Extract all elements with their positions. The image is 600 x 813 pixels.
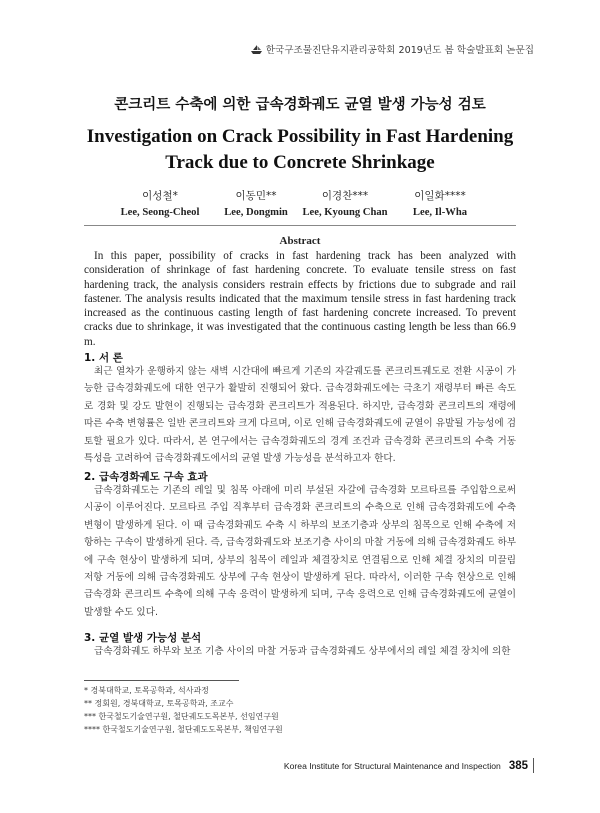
footer-bar: [533, 758, 534, 773]
author-name-english: Lee, Kyoung Chan: [302, 207, 388, 218]
author-name-english: Lee, Dongmin: [224, 207, 288, 218]
section-heading: 1. 서 론: [84, 352, 123, 364]
page-footer: [284, 758, 534, 773]
journal-header: [251, 42, 534, 56]
section-heading: 2. 급속경화궤도 구속 효과: [84, 471, 208, 483]
divider: [84, 225, 516, 226]
page-number: 385: [508, 759, 528, 772]
footer-institution: Korea Institute for Structural Maintenance and Inspection: [283, 760, 501, 771]
ship-icon: [251, 45, 262, 54]
abstract-heading: Abstract: [279, 235, 321, 247]
section-heading: 3. 균열 발생 가능성 분석: [84, 632, 202, 644]
section-body: 급속경화궤도는 기존의 레일 및 침목 아래에 미리 부설된 자갈에 급속경화 모르타르를 주입함으로써 시공이 이루어진다. 모르타르 주입 직후부터 급속경화 콘크리트의 수축으로 인해 급속경화궤도에 수축 변형이 발생하게 된다. 이 때 급속경화궤도 수축 시 하부의 보조기층과 상부의 침목으로 인해 수축에 저항하는 구속이 발생하게 된다. 즉, 급속경화궤도와 보조기층 사이의 마찰 거동에 의해 급속경화궤도 하부에 구속 현상이 발생하게 되며, 상부의 침목이 레일과 체결장치로 연결됨으로 인해 체결 장치의 미끌림 저항 거동에 의해 급속경화궤도 상부에 구속 현상이 발생하게 된다. 따라서, 이러한 구속 현상으로 인해 급속경화 콘크리트 수축에 의해 구속 응력이 발생하게 되며, 구속 응력으로 인해 급속경화궤도에 균열이 발생할 수도 있다.: [84, 485, 516, 618]
author: [292, 188, 398, 218]
abstract-text: In this paper, possibility of cracks in fast hardening track has been analyzed with consideration of shrinkage of fast hardening concrete. To evaluate tensile stress on fast hardening track, the analysis considers restrain effects by frictions due to subgrade and rail fastener. The analysis results indicated that the maximum tensile stress in fast hardening track increased as the continuous casting length of fast hardening concrete increased. To prevent cracks due to shrinkage, it was investigated that the continuous casting length be less than 66.9 m.: [84, 250, 516, 348]
author-list: [0, 188, 600, 228]
section-body: 급속경화궤도 하부와 보조 기층 사이의 마찰 거동과 급속경화궤도 상부에서의 레일 체결 장치에 의한: [94, 646, 511, 657]
title-english: Investigation on Crack Possibility in Fast Hardening Track due to Concrete Shrinkage: [86, 126, 514, 173]
author: [400, 188, 480, 218]
footnote: * 경북대학교, 토목공학과, 석사과정: [84, 686, 209, 695]
author-name-english: Lee, Il-Wha: [412, 207, 468, 218]
section-body: 최근 열차가 운행하지 않는 새벽 시간대에 빠르게 기존의 자갈궤도를 콘크리트궤도로 전환 시공이 가능한 급속경화궤도에 대한 연구가 활발히 진행되어 왔다. 급속경화궤도에는 극초기 재령부터 빠른 속도로 경화 및 강도 발현이 진행되는 급속경화 콘크리트가 적용된다. 하지만, 급속경화 콘크리트의 재령에 따른 수축 변형률은 일반 콘크리트와 크게 다르며, 이로 인해 급속경화궤도에 균열이 유발될 가능성에 검토할 필요가 있다. 따라서, 본 연구에서는 급속경화궤도의 경계 조건과 급속경화 콘크리트의 수축 거동 특성을 고려하여 급속경화궤도에서의 균열 발생 가능성을 분석하고자 한다.: [84, 366, 516, 465]
journal-name: 한국구조물진단유지관리공학회 2019년도 봄 학술발표회 논문집: [265, 45, 534, 56]
author-name-english: Lee, Seong-Cheol: [120, 207, 200, 218]
footnotes: [84, 684, 283, 736]
author-name-korean: 이경찬***: [321, 190, 369, 202]
footnote: ** 정회원, 경북대학교, 토목공학과, 조교수: [84, 699, 234, 708]
footnote-divider: [84, 680, 239, 681]
title-korean: 콘크리트 수축에 의한 급속경화궤도 균열 발생 가능성 검토: [114, 97, 486, 113]
author-name-korean: 이일화****: [414, 190, 466, 202]
author-name-korean: 이성철*: [142, 190, 178, 202]
author-name-korean: 이동민**: [235, 190, 277, 202]
author: [216, 188, 296, 218]
footnote: *** 한국철도기술연구원, 철단궤도도목본부, 선임연구원: [84, 712, 279, 721]
footnote: **** 한국철도기술연구원, 철단궤도도목본부, 책임연구원: [84, 725, 283, 734]
author: [110, 188, 210, 218]
